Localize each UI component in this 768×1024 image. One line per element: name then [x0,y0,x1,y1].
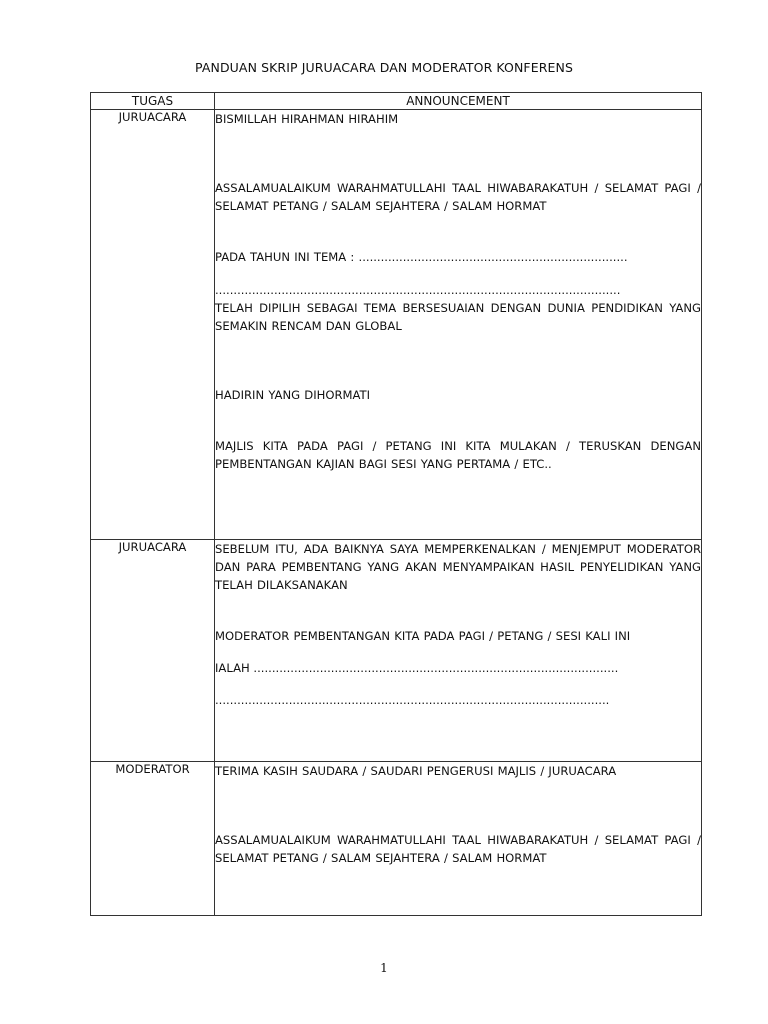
announcement-line: TERIMA KASIH SAUDARA / SAUDARI PENGERUSI MAJLIS / JURUACARA [215,764,617,778]
announcement-line: PADA TAHUN INI TEMA : ......................................................................... [215,250,628,264]
announcement-line: MAJLIS KITA PADA PAGI / PETANG INI KITA MULAKAN / TERUSKAN DENGAN PEMBENTANGAN KAJIAN BAGI SESI YANG PERTAMA / ETC.. [215,439,701,471]
table-row [91,110,702,540]
header-tugas: TUGAS [91,93,215,110]
announcement-line: BISMILLAH HIRAHMAN HIRAHIM [215,112,399,126]
dotted-blank-line: .............................................................................................................. [215,283,621,297]
announcement-line: HADIRIN YANG DIHORMATI [215,388,371,402]
page-number: 1 [380,961,388,975]
table-row [91,540,702,762]
script-table [90,92,702,916]
role-cell: MODERATOR [91,762,215,916]
table-row [91,762,702,916]
announcement-line: MODERATOR PEMBENTANGAN KITA PADA PAGI / PETANG / SESI KALI INI [215,629,631,643]
document-title: PANDUAN SKRIP JURUACARA DAN MODERATOR KONFERENS [195,60,573,75]
dotted-blank-line: ........................................................................................................... [215,693,610,707]
announcement-cell [215,762,702,916]
role-cell: JURUACARA [91,110,215,540]
announcement-cell [215,110,702,540]
announcement-line: ASSALAMUALAIKUM WARAHMATULLAHI TAAL HIWABARAKATUH / SELAMAT PAGI / SELAMAT PETANG / SALAM SEJAHTERA / SALAM HORMAT [215,833,701,865]
announcement-line: IALAH ................................................................................................... [215,661,619,675]
announcement-line: TELAH DIPILIH SEBAGAI TEMA BERSESUAIAN DENGAN DUNIA PENDIDIKAN YANG SEMAKIN RENCAM DAN GLOBAL [215,301,701,333]
table-header-row [91,93,702,110]
announcement-cell [215,540,702,762]
header-announcement: ANNOUNCEMENT [215,93,702,110]
announcement-line: SEBELUM ITU, ADA BAIKNYA SAYA MEMPERKENALKAN / MENJEMPUT MODERATOR DAN PARA PEMBENTANG YANG AKAN MENYAMPAIKAN HASIL PENYELIDIKAN YANG TELAH DILAKSANAKAN [215,542,701,592]
role-cell: JURUACARA [91,540,215,762]
announcement-line: ASSALAMUALAIKUM WARAHMATULLAHI TAAL HIWABARAKATUH / SELAMAT PAGI / SELAMAT PETANG / SALAM SEJAHTERA / SALAM HORMAT [215,181,701,213]
